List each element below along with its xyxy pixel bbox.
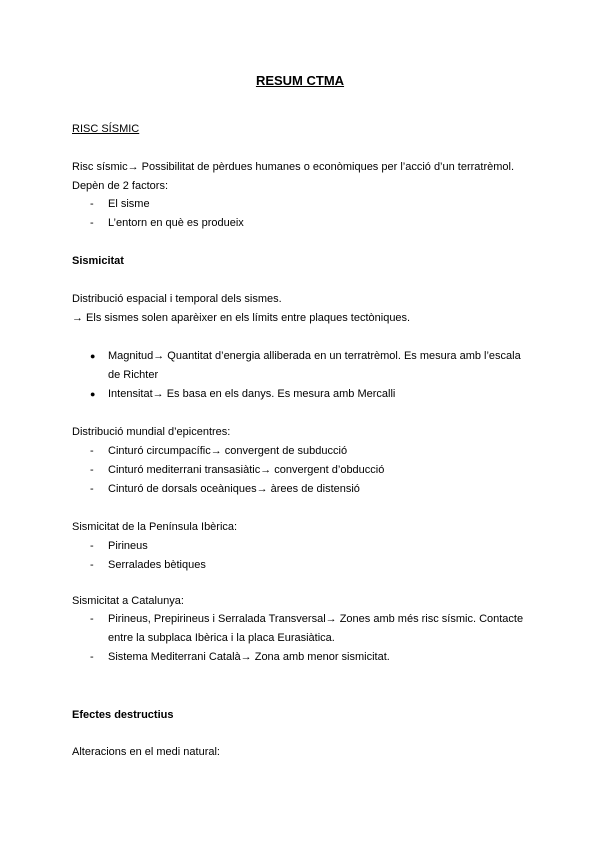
document-title: RESUM CTMA <box>255 73 345 88</box>
dash-marker: - <box>90 445 94 457</box>
section-heading-risc-sismic: RISC SÍSMIC <box>72 123 140 135</box>
paragraph-distribucio: Distribució espacial i temporal dels sismes. <box>72 293 282 305</box>
list-item-text: Cinturó mediterrani transasiàtic→ convergent d’obducció <box>108 464 385 476</box>
section-heading-sismicitat: Sismicitat <box>72 255 124 267</box>
section-heading-efectes: Efectes destructius <box>72 709 174 721</box>
bullet-text-magnitud: Magnitud→ Quantitat d’energia alliberada en un terratrèmol. Es mesura amb l’escala <box>108 350 521 362</box>
bullet-text-intensitat: Intensitat→ Es basa en els danys. Es mesura amb Mercalli <box>108 388 396 400</box>
list-item-text: Pirineus, Prepirineus i Serralada Transversal→ Zones amb més risc sísmic. Contacte <box>108 613 524 625</box>
paragraph-limits: → Els sismes solen aparèixer en els límits entre plaques tectòniques. <box>72 312 411 324</box>
bullet-marker: ● <box>90 351 96 361</box>
dash-marker: - <box>90 198 94 210</box>
paragraph-iberica: Sismicitat de la Península Ibèrica: <box>72 521 238 533</box>
paragraph-alteracions: Alteracions en el medi natural: <box>72 746 220 758</box>
list-item-text: Cinturó circumpacífic→ convergent de subducció <box>108 445 348 457</box>
list-item-text: Serralades bètiques <box>108 559 206 571</box>
dash-marker: - <box>90 613 94 625</box>
bullet-continuation: de Richter <box>108 369 159 381</box>
bullet-marker: ● <box>90 389 96 399</box>
dash-marker: - <box>90 651 94 663</box>
paragraph-factors: Depèn de 2 factors: <box>72 180 169 192</box>
list-item-text: El sisme <box>108 198 150 210</box>
dash-marker: - <box>90 464 94 476</box>
list-item-text: Cinturó de dorsals oceàniques→ àrees de distensió <box>108 483 360 495</box>
paragraph-risc-definition: Risc sísmic→ Possibilitat de pèrdues humanes o econòmiques per l’acció d’un terratrèmol. <box>72 161 515 173</box>
list-item-text: L’entorn en què es produeix <box>108 217 244 229</box>
list-item-text: Pirineus <box>108 540 148 552</box>
dash-marker: - <box>90 217 94 229</box>
list-item-text: Sistema Mediterrani Català→ Zona amb menor sismicitat. <box>108 651 390 663</box>
paragraph-mundial: Distribució mundial d’epicentres: <box>72 426 231 438</box>
paragraph-catalunya: Sismicitat a Catalunya: <box>72 595 184 607</box>
dash-marker: - <box>90 540 94 552</box>
dash-marker: - <box>90 483 94 495</box>
list-item-continuation: entre la subplaca Ibèrica i la placa Eurasiàtica. <box>108 632 335 644</box>
dash-marker: - <box>90 559 94 571</box>
